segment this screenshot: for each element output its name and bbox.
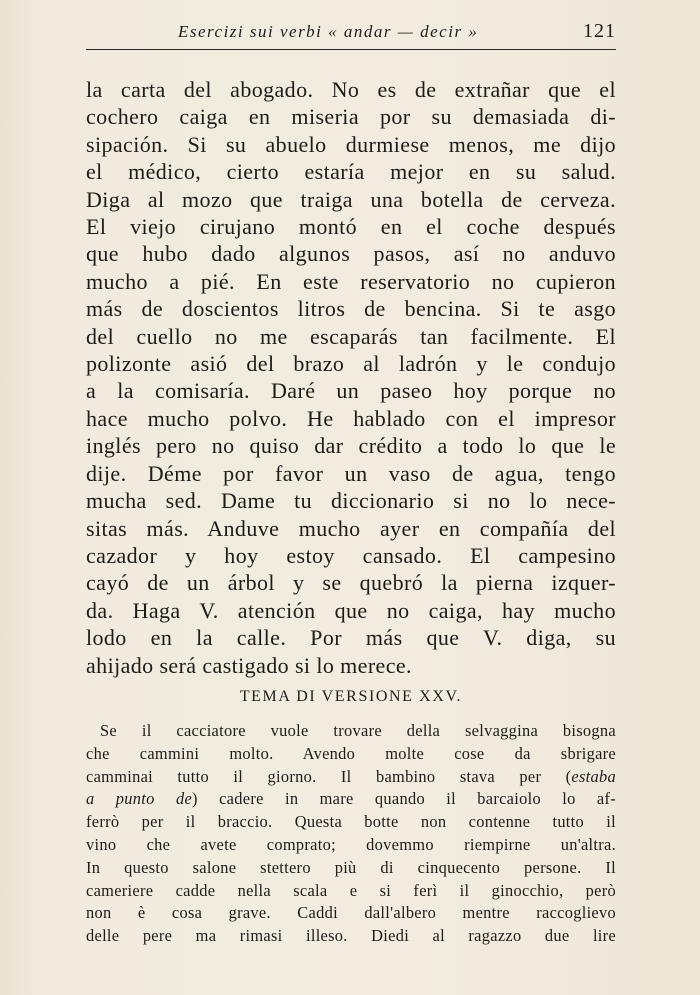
page-number: 121	[583, 20, 616, 42]
exercise-line	[86, 788, 616, 811]
exercise-line: che cammini molto. Avendo molte cose da sbrigare	[86, 743, 616, 763]
exercise-line: ferrò per il braccio. Questa botte non contenne tutto il	[86, 812, 616, 832]
text-line: cayó de un árbol y se quebró la pierna izquer-	[86, 570, 616, 596]
exercise-line: delle pere ma rimasi illeso. Diedi al ragazzo due lire	[86, 926, 616, 946]
text-line: inglés pero no quiso dar crédito a todo lo que le	[86, 433, 616, 459]
italian-exercise-block	[86, 720, 616, 948]
exercise-line: Se il cacciatore vuole trovare della selvaggina bisogna	[100, 721, 616, 740]
header-rule	[86, 49, 616, 50]
text-line: sipación. Si su abuelo durmiese menos, me dijo	[86, 131, 616, 157]
exercise-line	[86, 766, 616, 789]
exercise-line-italic: a punto de	[86, 789, 193, 809]
text-line: mucho a pié. En este reservatorio no cupieron	[86, 268, 616, 294]
text-line: mucha sed. Dame tu diccionario si no lo nece-	[86, 488, 616, 514]
text-line: el médico, cierto estaría mejor en su salud.	[86, 159, 616, 185]
text-line: sitas más. Anduve mucho ayer en compañía del	[86, 515, 616, 541]
exercise-line: In questo salone stettero più di cinquecento persone. Il	[86, 857, 616, 877]
text-line: ahijado será castigado si lo merece.	[86, 652, 412, 678]
exercise-line: vino che avete comprato; dovemmo riempirne un'altra.	[86, 834, 616, 854]
text-line: del cuello no me escaparás tan facilmente. El	[86, 323, 616, 349]
text-line: dije. Déme por favor un vaso de agua, tengo	[86, 460, 616, 486]
exercise-line-italic: estaba	[571, 766, 616, 786]
exercise-line: cameriere cadde nella scala e si ferì il ginocchio, però	[86, 880, 616, 900]
text-line: la carta del abogado. No es de extrañar que el	[86, 77, 616, 102]
text-line: hace mucho polvo. He hablado con el impresor	[86, 405, 616, 431]
text-line: El viejo cirujano montó en el coche después	[86, 214, 616, 240]
text-line: que hubo dado algunos pasos, así no anduvo	[86, 241, 616, 267]
text-line: cochero caiga en miseria por su demasiada di-	[86, 104, 616, 130]
text-line: da. Haga V. atención que no caiga, hay mucho	[86, 597, 616, 623]
page-header	[86, 20, 616, 50]
text-line: polizonte asió del brazo al ladrón y le condujo	[86, 351, 616, 377]
exercise-line-segment: ) cadere in mare quando il barcaiolo lo af-	[192, 789, 616, 809]
text-line: cazador y hoy estoy cansado. El campesino	[86, 542, 616, 568]
text-line: a la comisaría. Daré un paseo hoy porque no	[86, 378, 616, 404]
exercise-line-segment: camminai tutto il giorno. Il bambino stava per (	[86, 766, 572, 786]
running-head: Esercizi sui verbi « andar — decir »	[178, 22, 479, 41]
section-title: TEMA DI VERSIONE XXV.	[239, 688, 463, 705]
text-line: más de doscientos litros de bencina. Si te asgo	[86, 296, 616, 322]
text-line: Diga al mozo que traiga una botella de cerveza.	[86, 186, 616, 212]
exercise-line: non è cosa grave. Caddi dall'albero mentre raccoglievo	[86, 903, 616, 923]
text-line: lodo en la calle. Por más que V. diga, su	[86, 625, 616, 651]
spanish-text-block	[86, 76, 616, 679]
